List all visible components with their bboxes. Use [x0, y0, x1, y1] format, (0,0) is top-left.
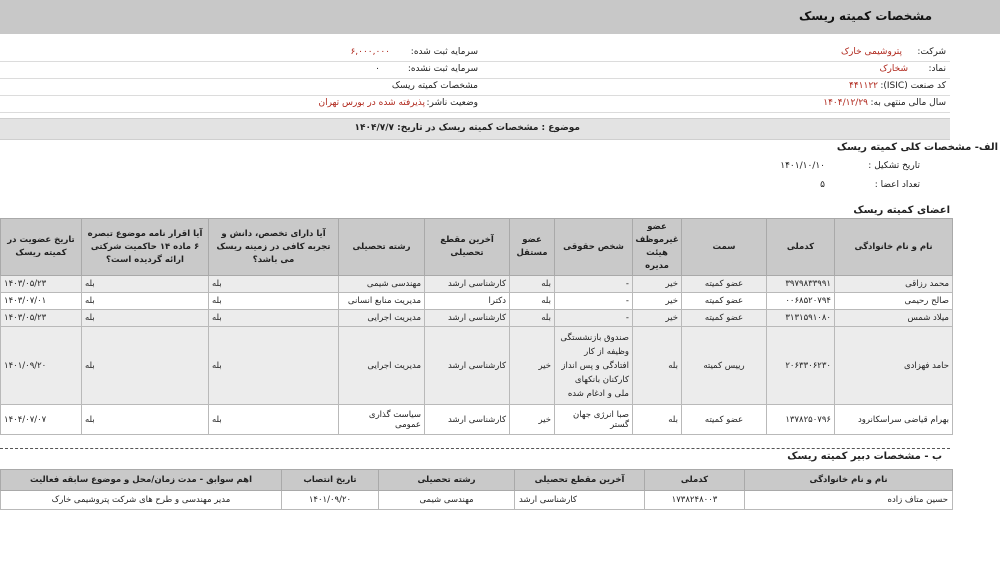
col-header-legal-entity: شخص حقوقی [555, 219, 633, 276]
member-expertise: بله [209, 405, 339, 435]
table-row [1, 276, 953, 293]
member-count-label: تعداد اعضا : [874, 180, 920, 190]
info-row [0, 96, 950, 113]
capital-registered-value: ۶,۰۰۰,۰۰۰ [350, 47, 390, 57]
member-degree: دکترا [425, 293, 510, 310]
fiscal-year-value: ۱۴۰۴/۱۲/۲۹ [823, 98, 868, 108]
member-position: عضو کمیته [682, 276, 767, 293]
member-non-executive: بله [633, 405, 682, 435]
table-row [1, 327, 953, 405]
secretary-experience: مدیر مهندسی و طرح های شرکت پتروشیمی خارک [1, 491, 282, 510]
member-field: مدیریت منابع انسانی [339, 293, 425, 310]
table-row [1, 405, 953, 435]
page-title: مشخصات کمیته ریسک [798, 9, 932, 23]
member-position: عضو کمیته [682, 405, 767, 435]
member-name: صالح رحیمی [835, 293, 953, 310]
member-independent: خیر [510, 405, 555, 435]
col-header-membership-date: تاریخ عضویت در کمیته ریسک [1, 219, 82, 276]
member-expertise: بله [209, 327, 339, 405]
company-info [0, 45, 950, 113]
member-legal-entity: - [555, 293, 633, 310]
secretary-section-title: ب - مشخصات دبیر کمیته ریسک [787, 451, 942, 462]
member-declaration: بله [82, 310, 209, 327]
col-header-degree: آخرین مقطع تحصیلی [425, 219, 510, 276]
secretary-table [0, 469, 953, 510]
member-degree: کارشناسی ارشد [425, 310, 510, 327]
sec-col-header-appointment-date: تاریخ انتصاب [282, 470, 379, 491]
formation-date-value: ۱۴۰۱/۱۰/۱۰ [780, 161, 825, 171]
member-national-id: ۳۱۳۱۵۹۱۰۸۰ [767, 310, 835, 327]
member-membership-date: ۱۴۰۴/۰۷/۰۷ [1, 405, 82, 435]
col-header-national-id: کدملی [767, 219, 835, 276]
member-declaration: بله [82, 405, 209, 435]
info-row [0, 79, 950, 96]
isic-value: ۴۴۱۱۲۲ [848, 81, 878, 91]
symbol-label: نماد: [928, 64, 946, 74]
member-membership-date: ۱۴۰۳/۰۵/۲۳ [1, 276, 82, 293]
secretary-field: مهندسی شیمی [379, 491, 515, 510]
member-national-id: ۳۹۷۹۸۳۳۹۹۱ [767, 276, 835, 293]
company-value: پتروشیمی خارک [840, 47, 902, 57]
member-non-executive: خیر [633, 293, 682, 310]
member-name: حامد فهزادی [835, 327, 953, 405]
member-independent: بله [510, 310, 555, 327]
member-name: بهرام قیاضی سراسکانرود [835, 405, 953, 435]
members-table [0, 218, 953, 435]
member-position: رییس کمیته [682, 327, 767, 405]
secretary-appointment-date: ۱۴۰۱/۰۹/۲۰ [282, 491, 379, 510]
member-declaration: بله [82, 276, 209, 293]
member-national-id: ۲۰۶۳۳۰۶۲۳۰ [767, 327, 835, 405]
member-independent: خیر [510, 327, 555, 405]
member-membership-date: ۱۴۰۳/۰۵/۲۳ [1, 310, 82, 327]
member-legal-entity: صبا انرژی جهان گستر [555, 405, 633, 435]
member-national-id: ۰۰۶۸۵۲۰۷۹۴ [767, 293, 835, 310]
member-declaration: بله [82, 293, 209, 310]
sec-col-header-national-id: کدملی [645, 470, 745, 491]
info-row [0, 45, 950, 62]
issuer-status-label: وضعیت ناشر: [426, 98, 478, 108]
issuer-status-value: پذیرفته شده در بورس تهران [318, 98, 425, 108]
member-non-executive: خیر [633, 276, 682, 293]
member-independent: بله [510, 276, 555, 293]
member-legal-entity: - [555, 310, 633, 327]
col-header-expertise: آیا دارای تخصص، دانش و تجربه کافی در زمینه ریسک می باشد؟ [209, 219, 339, 276]
member-name: میلاد شمس [835, 310, 953, 327]
company-label: شرکت: [917, 47, 946, 57]
members-header-row [1, 219, 953, 276]
general-section-title: الف- مشخصات کلی کمیته ریسک [836, 142, 998, 153]
member-non-executive: خیر [633, 310, 682, 327]
secretary-header-row [1, 470, 953, 491]
table-row [1, 293, 953, 310]
member-national-id: ۱۳۷۸۲۵۰۷۹۶ [767, 405, 835, 435]
sec-col-header-name: نام و نام خانوادگی [745, 470, 953, 491]
report-label: مشخصات کمیته ریسک [391, 81, 478, 91]
member-legal-entity: - [555, 276, 633, 293]
info-row [0, 62, 950, 79]
member-membership-date: ۱۴۰۳/۰۷/۰۱ [1, 293, 82, 310]
col-header-position: سمت [682, 219, 767, 276]
member-non-executive: بله [633, 327, 682, 405]
symbol-value: شخارک [879, 64, 908, 74]
section-divider [0, 448, 950, 449]
sec-col-header-degree: آخرین مقطع تحصیلی [515, 470, 645, 491]
topic-bar [0, 118, 950, 140]
member-declaration: بله [82, 327, 209, 405]
secretary-national-id: ۱۷۳۸۲۴۸۰۰۳ [645, 491, 745, 510]
member-count-value: ۵ [820, 180, 825, 190]
member-field: مدیریت اجرایی [339, 310, 425, 327]
formation-date-label: تاریخ تشکیل : [868, 161, 920, 171]
member-degree: کارشناسی ارشد [425, 276, 510, 293]
page-header [0, 0, 1000, 34]
table-row [1, 310, 953, 327]
sec-col-header-experience: اهم سوابق - مدت زمان/محل و موضوع سابقه فعالیت [1, 470, 282, 491]
sec-col-header-field: رشته تحصیلی [379, 470, 515, 491]
member-degree: کارشناسی ارشد [425, 327, 510, 405]
member-independent: بله [510, 293, 555, 310]
capital-registered-label: سرمایه ثبت شده: [410, 47, 478, 57]
member-expertise: بله [209, 310, 339, 327]
member-position: عضو کمیته [682, 293, 767, 310]
members-section-title: اعضای کمیته ریسک [853, 205, 950, 216]
secretary-degree: کارشناسی ارشد [515, 491, 645, 510]
table-row [1, 491, 953, 510]
member-expertise: بله [209, 276, 339, 293]
secretary-name: حسین متاف زاده [745, 491, 953, 510]
capital-unregistered-label: سرمایه ثبت نشده: [407, 64, 478, 74]
member-legal-entity: صندوق بازنشستگی وظیفه از کار افتادگی و پس انداز کارکنان بانکهای ملی و ادغام شده [555, 327, 633, 405]
member-field: سیاست گذاری عمومی [339, 405, 425, 435]
capital-unregistered-value: ۰ [375, 64, 380, 74]
member-degree: کارشناسی ارشد [425, 405, 510, 435]
col-header-name: نام و نام خانوادگی [835, 219, 953, 276]
member-field: مدیریت اجرایی [339, 327, 425, 405]
col-header-independent: عضو مستقل [510, 219, 555, 276]
member-position: عضو کمیته [682, 310, 767, 327]
fiscal-year-label: سال مالی منتهی به: [870, 98, 946, 108]
member-name: محمد رزاقی [835, 276, 953, 293]
col-header-non-executive: عضو غیرموظف هیئت مدیره [633, 219, 682, 276]
col-header-declaration: آیا اقرار نامه موضوع تبصره ۶ ماده ۱۴ حاکمیت شرکتی ارائه گردیده است؟ [82, 219, 209, 276]
member-expertise: بله [209, 293, 339, 310]
col-header-field: رشته تحصیلی [339, 219, 425, 276]
member-field: مهندسی شیمی [339, 276, 425, 293]
member-membership-date: ۱۴۰۱/۰۹/۲۰ [1, 327, 82, 405]
isic-label: کد صنعت (ISIC): [880, 81, 946, 91]
topic-text: موضوع : مشخصات کمیته ریسک در تاریخ: ۱۴۰۴/۷/۷ [354, 123, 580, 133]
